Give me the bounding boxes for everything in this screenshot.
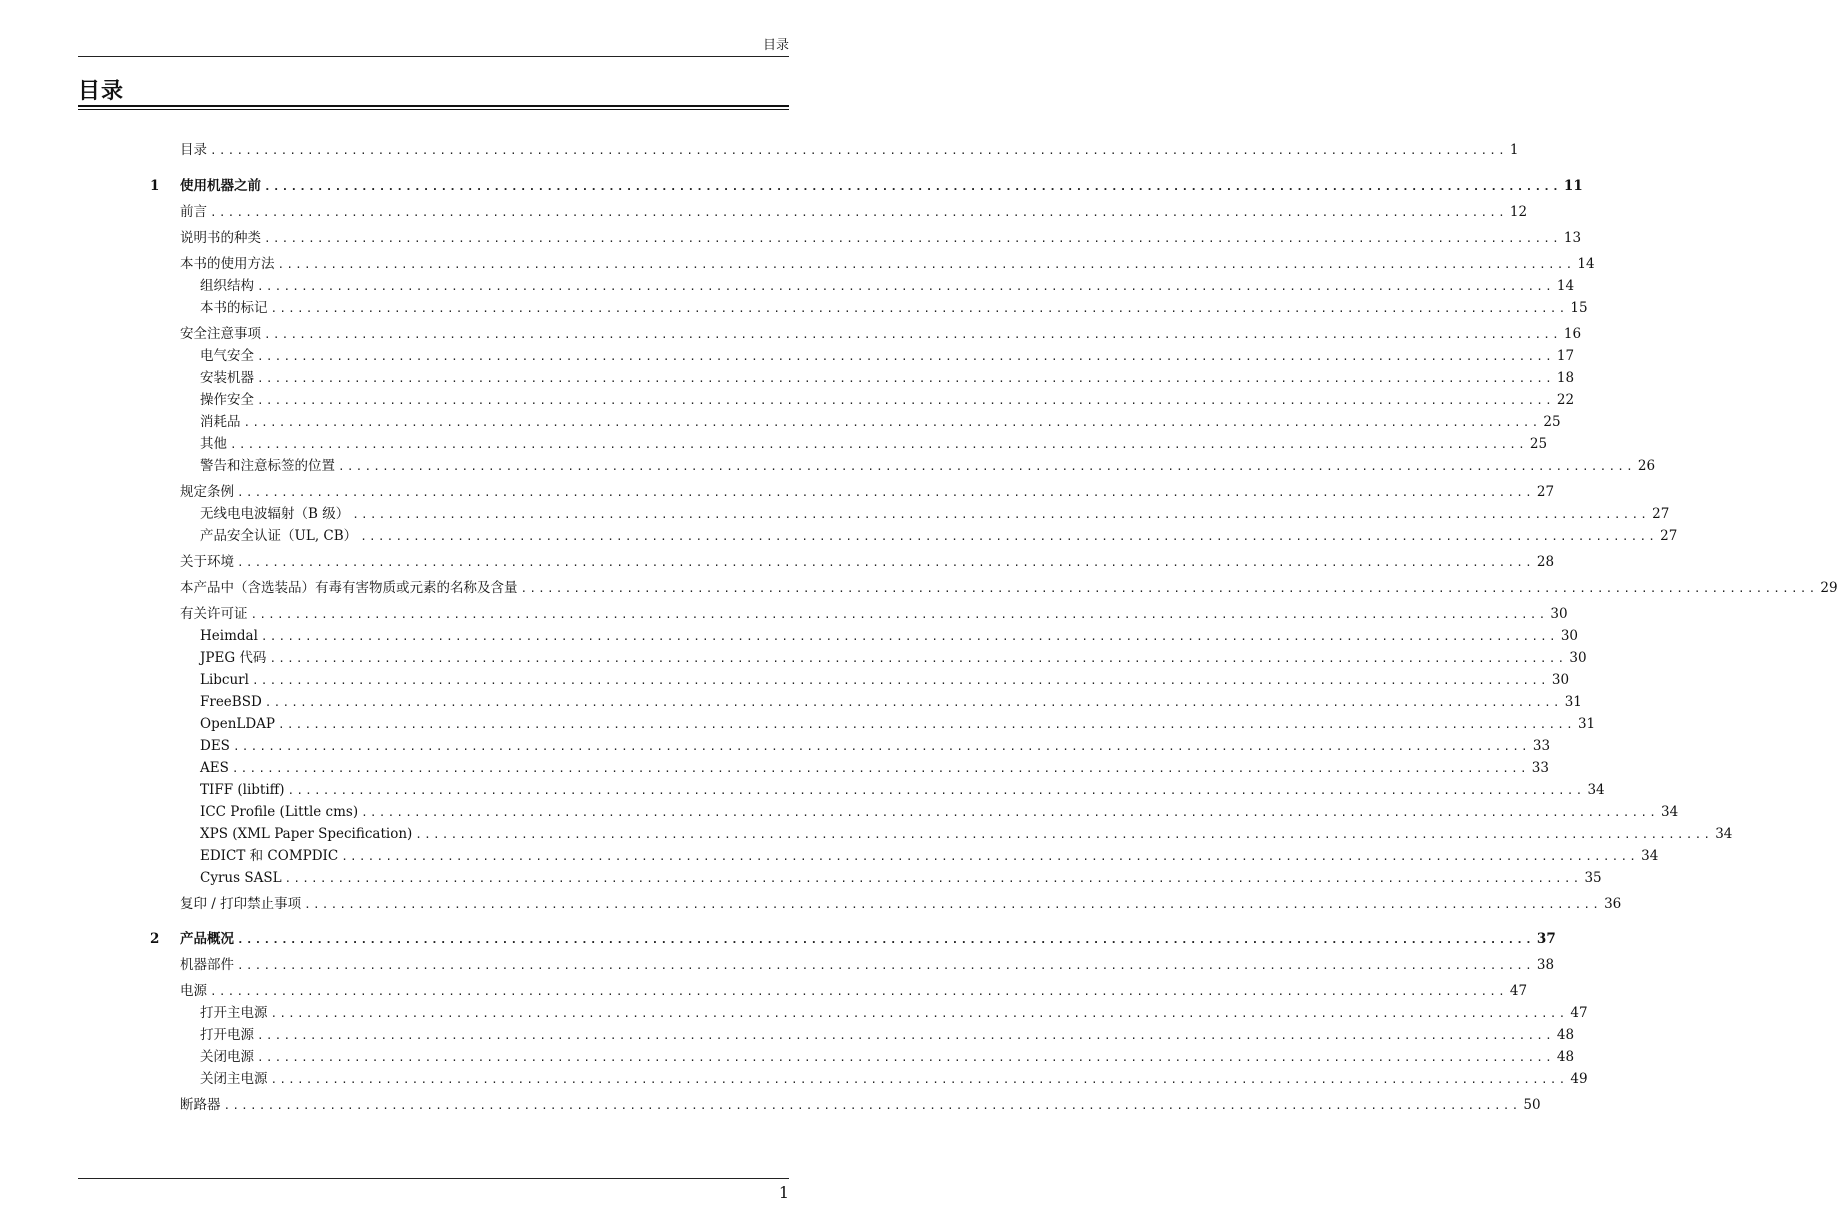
toc-entry-label: 无线电电波辐射（B 级） <box>200 506 350 522</box>
dot-leader: ................................................................................................................................................... <box>284 872 1582 885</box>
toc-entry-label: TIFF (libtiff) <box>200 782 285 798</box>
dot-leader: ................................................................................................................................................... <box>270 1007 1568 1020</box>
toc-subentry[interactable] <box>200 1069 1588 1089</box>
dot-leader: ................................................................................................................................................... <box>287 784 1585 797</box>
toc-entry-page: 30 <box>1551 672 1570 688</box>
toc-entry-label: Cyrus SASL <box>200 870 282 886</box>
dot-leader: ................................................................................................................................................... <box>237 933 1534 946</box>
toc-subentry[interactable] <box>200 714 1596 734</box>
dot-leader: ................................................................................................................................................... <box>264 328 1561 341</box>
toc-subentry[interactable] <box>200 692 1582 712</box>
dot-leader: ................................................................................................................................................... <box>520 582 1818 595</box>
toc-entry-page: 17 <box>1556 348 1575 364</box>
toc-entry-label: XPS (XML Paper Specification) <box>200 826 413 842</box>
dot-leader: ................................................................................................................................................... <box>231 762 1529 775</box>
toc-entry-page: 16 <box>1563 326 1582 342</box>
dot-leader: ................................................................................................................................................... <box>260 630 1558 643</box>
dot-leader: ................................................................................................................................................... <box>210 144 1507 157</box>
toc-entry-page: 49 <box>1570 1071 1588 1087</box>
toc-subentry[interactable] <box>200 736 1551 756</box>
toc-entry-page: 30 <box>1560 628 1578 644</box>
toc-entry-label: 关于环境 <box>180 554 234 570</box>
dot-leader: ................................................................................................................................................... <box>223 1099 1521 1112</box>
toc-entry[interactable] <box>180 894 1622 914</box>
dot-leader: ................................................................................................................................................... <box>237 959 1534 972</box>
toc-subentry[interactable] <box>200 412 1561 432</box>
dot-leader: ................................................................................................................................................... <box>341 850 1639 863</box>
toc-subentry[interactable] <box>200 390 1575 410</box>
toc-entry-page: 33 <box>1531 760 1549 776</box>
toc-entry-label: 电气安全 <box>200 348 254 364</box>
toc-entry[interactable] <box>180 1095 1541 1115</box>
toc-entry[interactable] <box>180 324 1582 344</box>
toc-entry-page: 34 <box>1641 848 1659 864</box>
dot-leader: ................................................................................................................................................... <box>278 718 1575 731</box>
dot-leader: ................................................................................................................................................... <box>361 806 1659 819</box>
toc-entry-page: 30 <box>1569 650 1587 666</box>
toc-entry-label: 警告和注意标签的位置 <box>200 458 335 474</box>
dot-leader: ................................................................................................................................................... <box>360 530 1658 543</box>
toc-entry-label: 说明书的种类 <box>180 230 261 246</box>
toc-entry[interactable] <box>180 202 1528 222</box>
toc-entry-label: 打开电源 <box>200 1027 254 1043</box>
toc-entry-label: 消耗品 <box>200 414 241 430</box>
toc-subentry[interactable] <box>200 648 1587 668</box>
dot-leader: ................................................................................................................................................... <box>270 1073 1568 1086</box>
toc-subentry[interactable] <box>200 434 1548 454</box>
toc-subentry[interactable] <box>200 1047 1575 1067</box>
toc-entry-page: 34 <box>1587 782 1605 798</box>
toc-entry-page: 14 <box>1556 278 1575 294</box>
footer-rule <box>78 1178 789 1179</box>
toc-entry-page: 15 <box>1570 300 1588 316</box>
toc-entry[interactable] <box>180 578 1838 598</box>
dot-leader: ................................................................................................................................................... <box>250 608 1548 621</box>
toc-subentry[interactable] <box>200 298 1588 318</box>
toc-entry-page: 12 <box>1509 204 1528 220</box>
toc-subentry[interactable] <box>200 626 1578 646</box>
toc-subentry[interactable] <box>200 346 1575 366</box>
toc-entry-label: OpenLDAP <box>200 716 276 732</box>
dot-leader: ................................................................................................................................................... <box>237 556 1534 569</box>
toc-entry-label: 关闭电源 <box>200 1049 254 1065</box>
dot-leader: ................................................................................................................................................... <box>257 350 1554 363</box>
toc-entry-label: 前言 <box>180 204 207 220</box>
toc-entry-page: 31 <box>1564 694 1582 710</box>
dot-leader: ................................................................................................................................................... <box>257 372 1554 385</box>
toc-entry-label: 产品安全认证（UL, CB） <box>200 528 358 544</box>
toc-entry-page: 37 <box>1536 931 1556 947</box>
toc-entry-label: 有关许可证 <box>180 606 248 622</box>
dot-leader: ................................................................................................................................................... <box>415 828 1713 841</box>
toc-entry-page: 48 <box>1556 1049 1575 1065</box>
toc-entry-label: 使用机器之前 <box>180 178 261 194</box>
toc-entry[interactable] <box>180 604 1568 624</box>
dot-leader: ................................................................................................................................................... <box>232 740 1530 753</box>
toc-entry-page: 25 <box>1529 436 1548 452</box>
toc-entry-page: 47 <box>1570 1005 1588 1021</box>
toc-entry-label: Libcurl <box>200 672 249 688</box>
toc-entry-page: 25 <box>1543 414 1561 430</box>
toc-entry[interactable] <box>180 552 1555 572</box>
toc-entry-page: 27 <box>1652 506 1670 522</box>
dot-leader: ................................................................................................................................................... <box>264 180 1561 193</box>
toc-entry-page: 31 <box>1577 716 1596 732</box>
toc-entry-label: 目录 <box>180 142 207 158</box>
toc-entry-label: 关闭主电源 <box>200 1071 268 1087</box>
toc-entry-page: 50 <box>1523 1097 1541 1113</box>
dot-leader: ................................................................................................................................................... <box>257 1051 1554 1064</box>
toc-subentry[interactable] <box>200 526 1678 546</box>
toc-subentry[interactable] <box>200 780 1605 800</box>
toc-entry-label: 产品概况 <box>180 931 234 947</box>
toc-entry-label: 操作安全 <box>200 392 254 408</box>
toc-entry[interactable] <box>180 254 1595 274</box>
toc-entry-label: 其他 <box>200 436 227 452</box>
toc-entry-page: 26 <box>1637 458 1656 474</box>
toc-entry-page: 35 <box>1584 870 1602 886</box>
running-header: 目录 <box>762 38 789 53</box>
toc-entry-label: AES <box>200 760 229 776</box>
toc-entry-page: 48 <box>1556 1027 1575 1043</box>
toc-entry-label: 安装机器 <box>200 370 254 386</box>
dot-leader: ................................................................................................................................................... <box>277 258 1575 271</box>
dot-leader: ................................................................................................................................................... <box>230 438 1527 451</box>
dot-leader: ................................................................................................................................................... <box>304 898 1602 911</box>
toc-entry-contents[interactable] <box>180 140 1519 160</box>
toc-entry[interactable] <box>180 955 1555 975</box>
toc-entry-page: 27 <box>1660 528 1678 544</box>
chapter-number: 1 <box>150 178 160 194</box>
toc-entry-page: 33 <box>1532 738 1551 754</box>
dot-leader: ................................................................................................................................................... <box>270 302 1568 315</box>
toc-entry-page: 30 <box>1550 606 1568 622</box>
toc-entry-page: 1 <box>1509 142 1519 158</box>
toc-entry-page: 38 <box>1536 957 1555 973</box>
toc-entry[interactable] <box>180 482 1555 502</box>
toc-entry-label: 机器部件 <box>180 957 234 973</box>
dot-leader: ................................................................................................................................................... <box>251 674 1549 687</box>
dot-leader: ................................................................................................................................................... <box>257 280 1554 293</box>
toc-entry-label: Heimdal <box>200 628 258 644</box>
toc-entry-label: 规定条例 <box>180 484 234 500</box>
toc-entry-page: 22 <box>1556 392 1575 408</box>
dot-leader: ................................................................................................................................................... <box>264 232 1561 245</box>
toc-entry[interactable] <box>180 981 1528 1001</box>
toc-subentry[interactable] <box>200 802 1679 822</box>
toc-entry-label: FreeBSD <box>200 694 262 710</box>
toc-entry-label: 断路器 <box>180 1097 221 1113</box>
toc-subentry[interactable] <box>200 1003 1588 1023</box>
toc-entry[interactable] <box>180 228 1582 248</box>
toc-entry-page: 11 <box>1563 178 1583 194</box>
toc-entry-page: 36 <box>1604 896 1622 912</box>
toc-entry-page: 47 <box>1509 983 1528 999</box>
dot-leader: ................................................................................................................................................... <box>338 460 1635 473</box>
dot-leader: ................................................................................................................................................... <box>237 486 1534 499</box>
toc-entry-page: 28 <box>1536 554 1555 570</box>
chapter-number: 2 <box>150 931 160 947</box>
toc-subentry[interactable] <box>200 846 1659 866</box>
toc-subentry[interactable] <box>200 758 1549 778</box>
toc-subentry[interactable] <box>200 504 1670 524</box>
toc-chapter[interactable] <box>180 929 1556 949</box>
toc-subentry[interactable] <box>200 868 1602 888</box>
toc-entry-label: 电源 <box>180 983 207 999</box>
toc-subentry[interactable] <box>200 670 1570 690</box>
toc-entry-page: 29 <box>1820 580 1838 596</box>
toc-entry-page: 34 <box>1715 826 1733 842</box>
dot-leader: ................................................................................................................................................... <box>243 416 1541 429</box>
toc-entry-label: 组织结构 <box>200 278 254 294</box>
dot-leader: ................................................................................................................................................... <box>210 985 1507 998</box>
dot-leader: ................................................................................................................................................... <box>257 1029 1554 1042</box>
toc-entry-label: 本书的使用方法 <box>180 256 275 272</box>
dot-leader: ................................................................................................................................................... <box>210 206 1507 219</box>
page-title: 目录 <box>78 79 125 104</box>
toc-entry-page: 34 <box>1661 804 1679 820</box>
toc-entry-page: 13 <box>1563 230 1582 246</box>
toc-subentry[interactable] <box>200 824 1733 844</box>
page-number: 1 <box>778 1183 789 1202</box>
toc-entry-label: JPEG 代码 <box>200 650 267 666</box>
toc-entry-label: EDICT 和 COMPDIC <box>200 848 339 864</box>
toc-subentry[interactable] <box>200 276 1575 296</box>
toc-entry-label: 本书的标记 <box>200 300 268 316</box>
toc-entry-label: 打开主电源 <box>200 1005 268 1021</box>
toc-entry-label: ICC Profile (Little cms) <box>200 804 359 820</box>
toc-chapter[interactable] <box>180 176 1583 196</box>
dot-leader: ................................................................................................................................................... <box>257 394 1554 407</box>
toc-entry-page: 18 <box>1556 370 1575 386</box>
toc-entry-page: 27 <box>1536 484 1555 500</box>
toc-entry-label: 复印 / 打印禁止事项 <box>180 896 302 912</box>
dot-leader: ................................................................................................................................................... <box>264 696 1562 709</box>
toc-subentry[interactable] <box>200 1025 1575 1045</box>
toc-entry-page: 14 <box>1577 256 1595 272</box>
dot-leader: ................................................................................................................................................... <box>269 652 1567 665</box>
dot-leader: ................................................................................................................................................... <box>352 508 1650 521</box>
toc-subentry[interactable] <box>200 368 1575 388</box>
toc-entry-label: DES <box>200 738 230 754</box>
toc-entry-label: 本产品中（含选装品）有毒有害物质或元素的名称及含量 <box>180 580 518 596</box>
toc-subentry[interactable] <box>200 456 1656 476</box>
toc-entry-label: 安全注意事项 <box>180 326 261 342</box>
